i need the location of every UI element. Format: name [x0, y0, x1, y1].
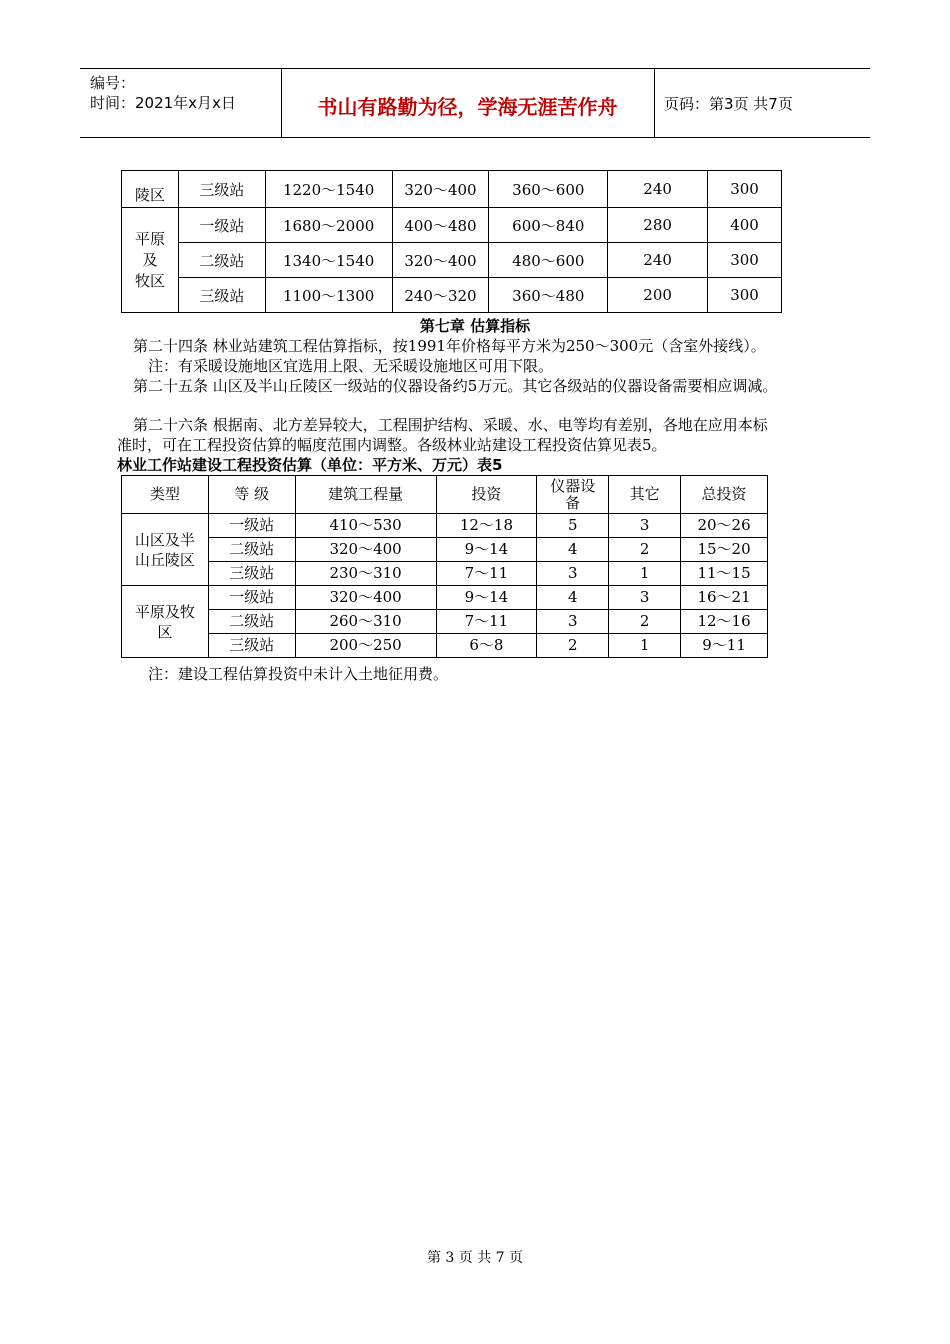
table-cell: 1 — [609, 634, 681, 658]
header-meta — [90, 73, 236, 113]
paragraph-24: 第二十四条 林业站建筑工程估算指标，按1991年价格每平方米为250～300元（含室外接线）。 — [133, 337, 766, 355]
header-cell: 仪器设 备 — [537, 476, 609, 514]
level-cell: 一级站 — [208, 514, 295, 538]
table-row — [122, 610, 768, 634]
table-row — [122, 634, 768, 658]
table-cell: 5 — [537, 514, 609, 538]
level-cell: 一级站 — [178, 208, 265, 243]
table-cell: 320～400 — [392, 171, 489, 208]
table-cell: 320～400 — [295, 538, 436, 562]
region-cell: 陵区 — [122, 171, 179, 208]
table-cell: 20～26 — [681, 514, 768, 538]
table5-caption: 林业工作站建设工程投资估算（单位：平方米、万元）表5 — [117, 456, 503, 474]
table-cell: 240～320 — [392, 278, 489, 313]
table-cell: 410～530 — [295, 514, 436, 538]
table-cell: 280 — [608, 208, 708, 243]
paragraph-25: 第二十五条 山区及半山丘陵区一级站的仪器设备约5万元。其它各级站的仪器设备需要相应调减。 — [133, 377, 778, 395]
level-cell: 三级站 — [178, 171, 265, 208]
page-footer: 第 3 页 共 7 页 — [426, 1250, 524, 1266]
table-cell: 3 — [609, 586, 681, 610]
level-cell: 二级站 — [208, 610, 295, 634]
table-cell: 2 — [537, 634, 609, 658]
table-cell: 240 — [608, 171, 708, 208]
table-cell: 1220～1540 — [265, 171, 392, 208]
table-cell: 480～600 — [489, 243, 608, 278]
header-cell: 总投资 — [681, 476, 768, 514]
level-cell: 二级站 — [178, 243, 265, 278]
table-cell: 300 — [708, 171, 782, 208]
table-cell: 240 — [608, 243, 708, 278]
table-cell: 320～400 — [392, 243, 489, 278]
header-page-label: 页码：第3页 共7页 — [664, 95, 793, 113]
table-row — [122, 586, 768, 610]
table-row — [122, 278, 782, 313]
level-cell: 三级站 — [178, 278, 265, 313]
table-cell: 2 — [609, 538, 681, 562]
level-cell: 二级站 — [208, 538, 295, 562]
table-cell: 300 — [708, 243, 782, 278]
region-cell: 平原 及 牧区 — [122, 208, 179, 313]
table-cell: 400 — [708, 208, 782, 243]
header-cell: 等 级 — [208, 476, 295, 514]
table-header-row — [122, 476, 768, 514]
table-cell: 4 — [537, 538, 609, 562]
page-header — [80, 68, 870, 138]
table-row — [122, 514, 768, 538]
table-cell: 4 — [537, 586, 609, 610]
table-row — [122, 243, 782, 278]
table-cell: 320～400 — [295, 586, 436, 610]
table5-note: 注：建设工程估算投资中未计入土地征用费。 — [148, 665, 449, 683]
table-cell: 3 — [537, 562, 609, 586]
table-cell: 1100～1300 — [265, 278, 392, 313]
table-cell: 12～18 — [436, 514, 537, 538]
table-cell: 7～11 — [436, 562, 537, 586]
table-cell: 9～14 — [436, 538, 537, 562]
header-divider — [654, 69, 655, 137]
table-cell: 2 — [609, 610, 681, 634]
paragraph-26-line1: 第二十六条 根据南、北方差异较大，工程围护结构、采暖、水、电等均有差别，各地在应用本标 — [133, 416, 768, 434]
table-cell: 3 — [537, 610, 609, 634]
table-cell: 11～15 — [681, 562, 768, 586]
table-cell: 200 — [608, 278, 708, 313]
table-cell: 600～840 — [489, 208, 608, 243]
table-cell: 3 — [609, 514, 681, 538]
code-label: 编号： — [90, 74, 136, 92]
level-cell: 三级站 — [208, 634, 295, 658]
table-cell: 16～21 — [681, 586, 768, 610]
table-cell: 12～16 — [681, 610, 768, 634]
note-heating: 注：有采暖设施地区宜选用上限、无采暖设施地区可用下限。 — [148, 357, 554, 375]
table-cell: 1680～2000 — [265, 208, 392, 243]
table-cell: 230～310 — [295, 562, 436, 586]
table-cell: 260～310 — [295, 610, 436, 634]
time-label: 时间：2021年x月x日 — [90, 94, 236, 112]
chapter-title: 第七章 估算指标 — [419, 317, 531, 335]
table-row — [122, 208, 782, 243]
continued-table — [121, 170, 782, 313]
type-cell: 山区及半 山丘陵区 — [122, 514, 209, 586]
table-cell: 300 — [708, 278, 782, 313]
table-cell: 9～14 — [436, 586, 537, 610]
investment-table — [121, 475, 768, 658]
table-cell: 1 — [609, 562, 681, 586]
header-cell: 类型 — [122, 476, 209, 514]
header-cell: 投资 — [436, 476, 537, 514]
table-cell: 360～600 — [489, 171, 608, 208]
table-cell: 9～11 — [681, 634, 768, 658]
table-cell: 1340～1540 — [265, 243, 392, 278]
table-cell: 200～250 — [295, 634, 436, 658]
level-cell: 三级站 — [208, 562, 295, 586]
paragraph-26-line2: 准时，可在工程投资估算的幅度范围内调整。各级林业站建设工程投资估算见表5。 — [117, 436, 667, 454]
header-cell: 其它 — [609, 476, 681, 514]
type-cell: 平原及牧 区 — [122, 586, 209, 658]
header-cell: 建筑工程量 — [295, 476, 436, 514]
level-cell: 一级站 — [208, 586, 295, 610]
table-row — [122, 171, 782, 208]
header-motto: 书山有路勤为径，学海无涯苦作舟 — [317, 95, 618, 119]
table-cell: 360～480 — [489, 278, 608, 313]
table-row — [122, 538, 768, 562]
table-cell: 15～20 — [681, 538, 768, 562]
table-cell: 7～11 — [436, 610, 537, 634]
table-row — [122, 562, 768, 586]
table-cell: 400～480 — [392, 208, 489, 243]
table-cell: 6～8 — [436, 634, 537, 658]
